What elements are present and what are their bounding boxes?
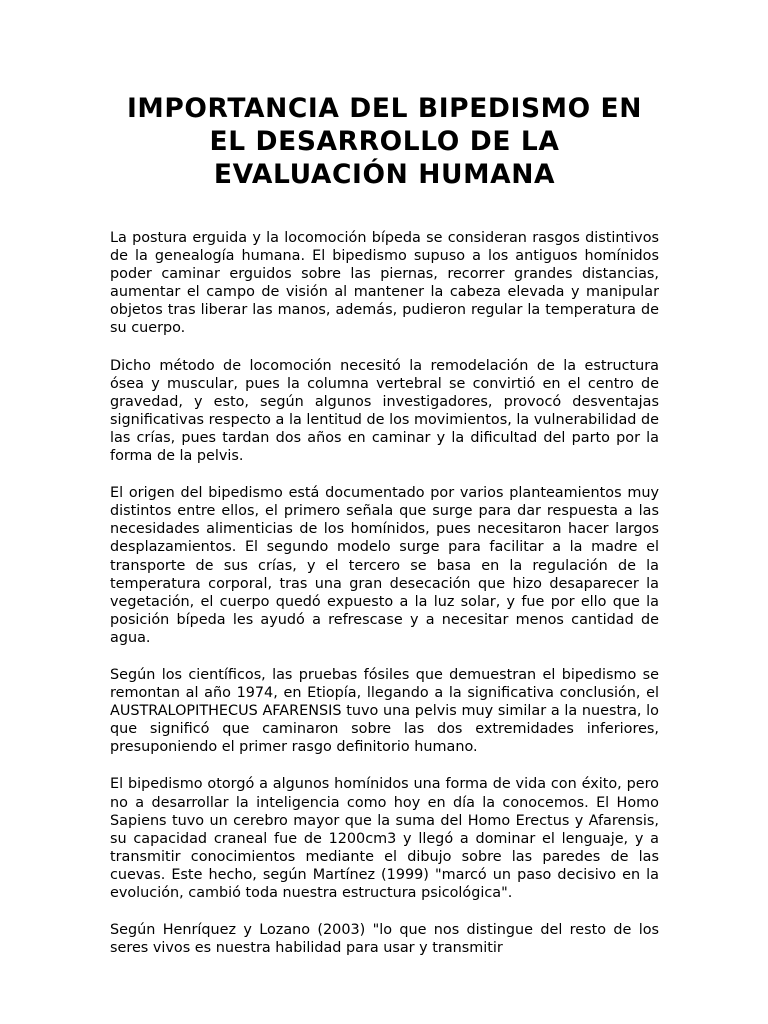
document-title — [110, 92, 659, 191]
title-line: EL DESARROLLO DE LA — [209, 126, 560, 157]
title-line: IMPORTANCIA DEL BIPEDISMO EN — [126, 93, 643, 124]
title-line: EVALUACIÓN HUMANA — [213, 159, 556, 190]
paragraph: Dicho método de locomoción necesitó la remodelación de la estructura ósea y muscular, pues la columna vertebral se convirtió en el centro de gravedad, y esto, según algunos investigadores, provocó desventajas significativas respecto a la lentitud de los movimientos, la vulnerabilidad de las crías, pues tardan dos años en caminar y la dificultad del parto por la forma de la pelvis. — [110, 357, 659, 465]
paragraph: La postura erguida y la locomoción bípeda se consideran rasgos distintivos de la genealogía humana. El bipedismo supuso a los antiguos homínidos poder caminar erguidos sobre las piernas, recorrer grandes distancias, aumentar el campo de visión al mantener la cabeza elevada y manipular objetos tras liberar las manos, además, pudieron regular la temperatura de su cuerpo. — [110, 230, 659, 337]
document-body — [110, 229, 659, 957]
paragraph: El bipedismo otorgó a algunos homínidos una forma de vida con éxito, pero no a desarrollar la inteligencia como hoy en día la conocemos. El Homo Sapiens tuvo un cerebro mayor que la suma del Homo Erectus y Afarensis, su capacidad craneal fue de 1200cm3 y llegó a dominar el lenguaje, y a transmitir conocimientos mediante el dibujo sobre las paredes de las cuevas. Este hecho, según Martínez (1999) "marcó un paso decisivo en la evolución, cambió toda nuestra estructura psicológica". — [110, 776, 659, 901]
paragraph: Según los científicos, las pruebas fósiles que demuestran el bipedismo se remontan al año 1974, en Etiopía, llegando a la significativa conclusión, el AUSTRALOPITHECUS AFARENSIS tuvo una pelvis muy similar a la nuestra, lo que significó que caminaron sobre las dos extremidades inferiores, presuponiendo el primer rasgo definitorio humano. — [110, 666, 659, 756]
document-page — [110, 0, 659, 1024]
paragraph: Según Henríquez y Lozano (2003) "lo que nos distingue del resto de los seres vivos es nuestra habilidad para usar y transmitir — [110, 922, 659, 957]
paragraph: El origen del bipedismo está documentado por varios planteamientos muy distintos entre ellos, el primero señala que surge para dar respuesta a las necesidades alimenticias de los homínidos, pues necesitaron hacer largos desplazamientos. El segundo modelo surge para facilitar a la madre el transporte de sus crías, y el tercero se basa en la regulación de la temperatura corporal, tras una gran desecación que hizo desaparecer la vegetación, el cuerpo quedó expuesto a la luz solar, y fue por ello que la posición bípeda les ayudó a refrescase y a necesitar menos cantidad de agua. — [110, 485, 659, 646]
